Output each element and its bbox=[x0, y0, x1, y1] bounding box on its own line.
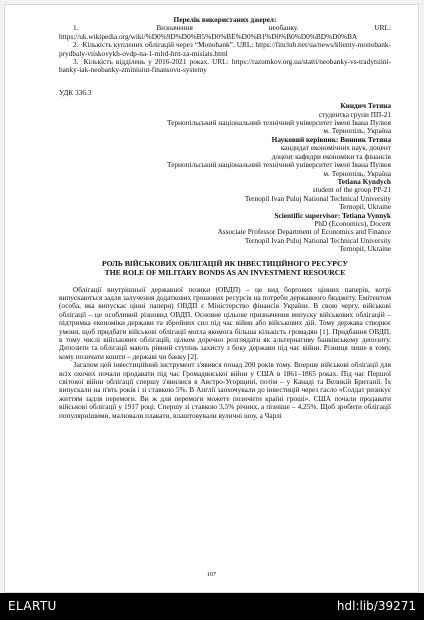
supervisor-degree-en: PhD (Economics), Docent bbox=[314, 218, 391, 228]
body-paragraph: Загалом цей інвестиційний інструмент з'явився понад 200 років тому. Вперше військові облігації для всіх охочих почали продавати під час Громадянської війни у США в 1861–1865 роках. Під час Першої світової війни облігації спершу з'явилися в Австро-Угорщині, потім – у Канаді та Великій Британії. Їх випускали на п'ять років і зі ставкою 5%. В Англії заохочували до інвестицій через гасло «Солдат ризикує життям задля перемоги. Ви ж для перемоги можете позичити країні гроші». США почали продавати військові облігації у 1917 році. Спершу зі ставкою 3,5% річних, а пізніше – 4,25%. Щоб зробити облігації популярнішими, малювали плакати, влаштовували вуличні шоу, а Чарлі bbox=[59, 360, 391, 420]
source-number: 2. bbox=[73, 40, 79, 50]
udc-code: УДК 336.3 bbox=[59, 87, 92, 97]
page-content bbox=[59, 16, 391, 420]
supervisor-position-en: Associate Professor Department of Economics and Finance bbox=[217, 227, 391, 237]
source-text[interactable]: Визначення необанку. URL: https://uk.wikipedia.org/wiki/%D0%9D%D0%B5%D0%BE%D0%B1%D0%B0%D0%BD%D0%BA bbox=[59, 23, 391, 41]
author-block-en bbox=[59, 178, 391, 254]
footer-bar bbox=[0, 593, 424, 620]
author-university-en: Ternopil Ivan Puluj National Technical University bbox=[244, 193, 391, 203]
article-title-en: THE ROLE OF MILITARY BONDS AS AN INVESTMENT RESOURCE bbox=[104, 267, 346, 277]
supervisor-degree: кандидат економічних наук, доцент bbox=[280, 143, 391, 153]
supervisor-university-en: Ternopil Ivan Puluj National Technical University bbox=[244, 235, 391, 245]
supervisor-position: доцент кафедри економіки та фінансів bbox=[271, 151, 391, 161]
author-name-en: Tetiana Kyndych bbox=[337, 176, 391, 186]
source-text[interactable]: Кількість куплених облігацій через “Monobank”. URL: https://finclub.net/ua/news/klienty-monobank-prydbaly-viiskovykh-ovdp-na-1-mlrd-hrn-za-misiats.html bbox=[59, 40, 391, 58]
author-status: студентка групи ПП-21 bbox=[318, 109, 391, 119]
page-number: 107 bbox=[206, 571, 217, 578]
source-item bbox=[59, 41, 391, 58]
source-number: 1. bbox=[73, 23, 79, 33]
supervisor-label: Науковий керівник: Винник Тетяна bbox=[271, 134, 391, 144]
supervisor-university: Тернопільський національний технічний університет імені Івана Пулюя bbox=[167, 160, 391, 170]
sources-heading: Перелік використаних джерел: bbox=[173, 15, 277, 24]
source-text[interactable]: Кількість відділень у 2016-2021 роках. URL: https://razumkov.org.ua/statti/neobanky-vs-tradytsiini-banky-iak-neobanky-zminiuiut-finansovu-systemy bbox=[59, 57, 391, 75]
source-item bbox=[59, 58, 391, 75]
source-item bbox=[59, 24, 391, 41]
source-number: 3. bbox=[73, 57, 79, 67]
body-paragraph: Облігації внутрішньої державної позики (ОВДП) – це вид боргових цінних паперів, котрі випускаються задля залучення додаткових грошових ресурсів на потреби державного бюджету. Емітентом (особа, яка випускає цінні папери) ОВДП є Міністерство фінансів України. В свою черґу, військові облігації – це особливий різновид ОВДП. Основне цільове призначення випуску військових облігацій – підтримка економіки держави та збройних сил під час війни або військових дій. Тому держава створює умови, щоб придбати військові облігації могла якомога більша кількість громадян [1]. Придбання ОВДП, в тому числі військових облігацій, цілком доречно розглядати як альтернативу банківському депозиту. Депозити та облігації мають рівний ступінь захисту з боку держави під час війни. Різниця лише в тому, кому позичати кошти – державі чи банку [2]. bbox=[59, 284, 391, 361]
supervisor-label-en: Scientific supervisor: Tetiana Vynnyk bbox=[274, 210, 391, 220]
supervisor-city-en: Ternopil, Ukraine bbox=[339, 244, 391, 254]
author-university: Тернопільський національний технічний університет імені Івана Пулюя bbox=[167, 118, 391, 128]
handle-link[interactable]: hdl:lib/39271 bbox=[336, 599, 416, 613]
repository-label: ELARTU bbox=[8, 599, 57, 613]
author-city-en: Ternopil, Ukraine bbox=[339, 202, 391, 212]
article-title-ua: РОЛЬ ВІЙСЬКОВИХ ОБЛІГАЦІЙ ЯК ІНВЕСТИЦІЙНОГО РЕСУРСУ bbox=[102, 258, 348, 268]
author-block-ua bbox=[59, 102, 391, 178]
supervisor-city: м. Тернопіль, Україна bbox=[323, 168, 391, 178]
author-city: м. Тернопіль, Україна bbox=[323, 126, 391, 136]
author-status-en: student of the group PP-21 bbox=[312, 185, 391, 195]
author-name: Киндич Тетяна bbox=[340, 101, 391, 111]
document-page bbox=[4, 4, 419, 593]
